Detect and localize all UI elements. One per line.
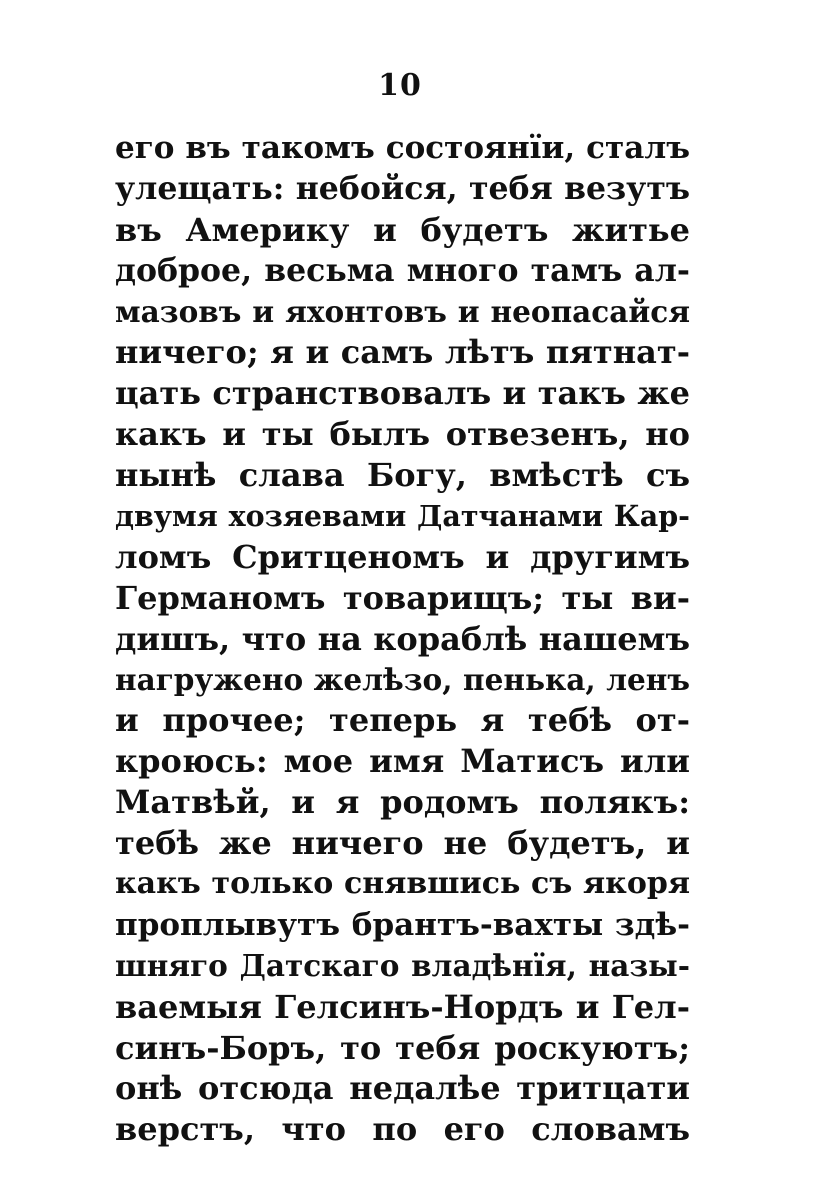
text-line: Матвѣй, и я родомъ полякъ: [115, 783, 690, 822]
text-line: тебѣ же ничего не будетъ, и [115, 824, 690, 863]
text-line: доброе, весьма много тамъ ал- [115, 251, 690, 289]
text-line: нынѣ слава Богу, вмѣстѣ съ [115, 456, 690, 495]
page-number: 10 [378, 68, 422, 103]
text-line: мазовъ и яхонтовъ и неопасайся [115, 293, 690, 329]
text-line: ломъ Сритценомъ и другимъ [115, 537, 690, 576]
text-line: ваемыя Гелсинъ-Нордъ и Гел- [115, 987, 690, 1026]
body-text [115, 128, 690, 1150]
text-line: шняго Датскаго владѣнїя, назы- [115, 947, 690, 983]
text-line: улещать: небойся, тебя везутъ [115, 169, 690, 207]
text-line: его въ такомъ состоянїи, сталъ [115, 130, 690, 166]
text-line: цать странствовалъ и такъ же [115, 374, 690, 413]
text-line: какъ только снявшись съ якоря [115, 866, 690, 902]
text-line: верстъ, что по его словамъ [115, 1110, 690, 1149]
text-line: дишъ, что на кораблѣ нашемъ [115, 619, 690, 658]
text-line: Германомъ товарищъ; ты ви- [115, 578, 690, 617]
text-line: нагружено желѣзо, пенька, ленъ [115, 661, 690, 697]
text-line: онѣ отсюда недалѣе тритцати [115, 1069, 690, 1108]
text-line: кроюсь: мое имя Матисъ или [115, 742, 690, 781]
text-line: синъ-Боръ, то тебя роскуютъ; [115, 1028, 690, 1067]
text-line: ничего; я и самъ лѣтъ пятнат- [115, 333, 690, 372]
text-line: проплывутъ брантъ-вахты здѣ- [115, 906, 690, 943]
text-line: въ Америку и будетъ житье [115, 210, 690, 249]
text-line: и прочее; теперь я тебѣ от- [115, 701, 690, 740]
text-line: какъ и ты былъ отвезенъ, но [115, 415, 690, 454]
text-line: двумя хозяевами Датчанами Кар- [115, 499, 690, 534]
